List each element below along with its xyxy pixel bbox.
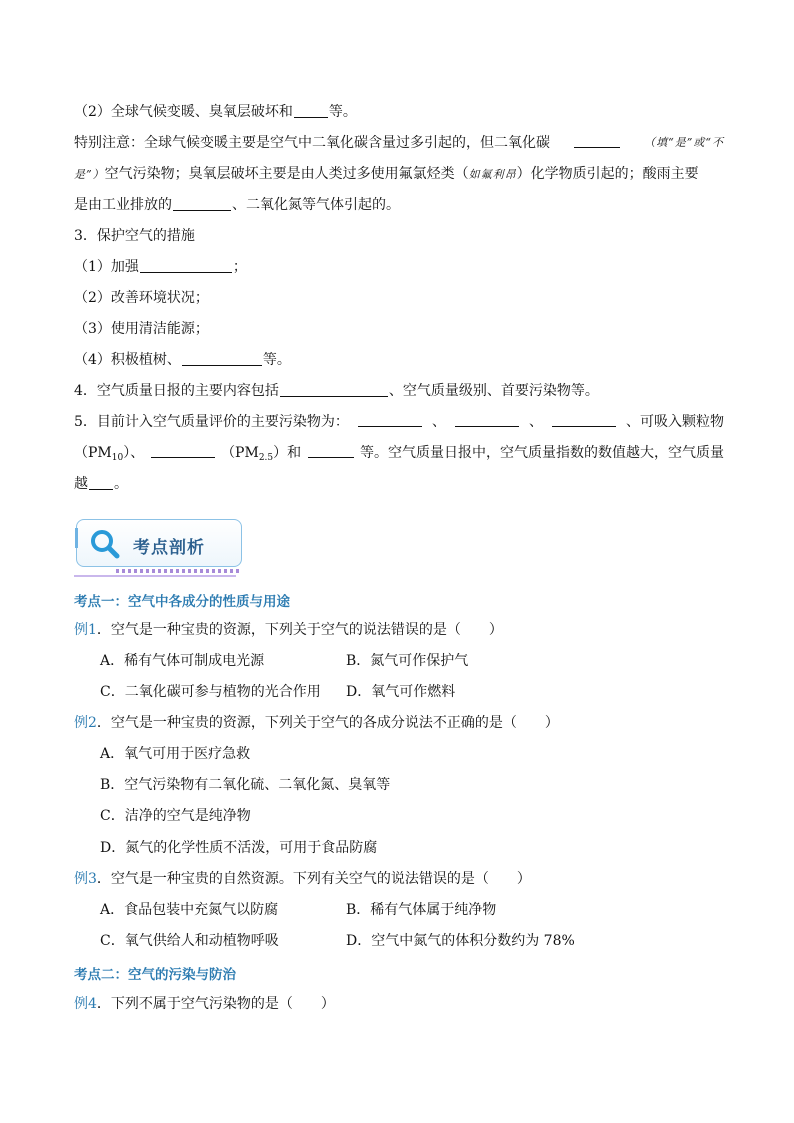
answer-blank[interactable]	[552, 412, 616, 427]
option-c[interactable]: C．洁净的空气是纯净物	[100, 808, 251, 824]
topic-2-title: 考点二：空气的污染与防治	[74, 967, 236, 983]
banner-underline	[74, 575, 236, 577]
section-3-heading: 3．保护空气的措施	[74, 228, 195, 244]
answer-blank[interactable]	[173, 196, 231, 211]
option-b[interactable]: B．氮气可作保护气	[346, 653, 469, 669]
option-a[interactable]: A．氧气可用于医疗急救	[100, 746, 251, 762]
option-c[interactable]: C．二氧化碳可参与植物的光合作用	[100, 684, 321, 700]
measure-2: （2）改善环境状况；	[74, 290, 209, 306]
measure-1: （1）加强 ；	[74, 259, 247, 275]
measure-4: （4）积极植树、 等。	[74, 352, 291, 368]
note-line-1: 特别注意：全球气候变暖主要是空气中二氧化碳含量过多引起的，但二氧化碳 （填“是”或“不	[74, 135, 724, 151]
answer-blank[interactable]	[140, 258, 232, 273]
section-banner	[76, 519, 244, 573]
banner-accent	[75, 528, 78, 548]
option-d[interactable]: D．氮气的化学性质不活泼，可用于食品防腐	[100, 840, 378, 856]
answer-blank[interactable]	[455, 412, 519, 427]
option-d[interactable]: D．氧气可作燃料	[346, 684, 456, 700]
section-5-line-3: 越 。	[74, 476, 128, 492]
option-b[interactable]: B．空气污染物有二氧化硫、二氧化氮、臭氧等	[100, 777, 391, 793]
section-5-line-1: 5．目前计入空气质量评价的主要污染物为： 、 、 、可吸入颗粒物	[74, 414, 724, 430]
option-a[interactable]: A．食品包装中充氮气以防腐	[100, 902, 279, 918]
example-4-stem: 例4．下列不属于空气污染物的是（ ）	[74, 996, 335, 1012]
example-3-options-ab	[100, 900, 750, 920]
answer-blank[interactable]	[574, 133, 620, 148]
item-2-line: （2）全球气候变暖、臭氧层破坏和 等。	[74, 104, 357, 120]
banner-frame	[76, 519, 242, 567]
banner-decor	[116, 569, 240, 573]
note-line-3: 是由工业排放的 、二氧化氮等气体引起的。	[74, 197, 400, 213]
section-5-line-2: $(PM_{10})$、 $(PM_{2.5})$和 等。空气质量日报中，空气质量指数的数值越大，空气质量	[74, 445, 724, 463]
answer-blank[interactable]	[308, 443, 354, 458]
answer-blank[interactable]	[182, 351, 262, 366]
example-3-stem: 例3．空气是一种宝贵的自然资源。下列有关空气的说法错误的是（ ）	[74, 871, 531, 887]
option-c[interactable]: C．氧气供给人和动植物呼吸	[100, 933, 279, 949]
magnifier-icon	[89, 528, 121, 560]
answer-blank[interactable]	[89, 475, 113, 490]
answer-blank[interactable]	[151, 443, 215, 458]
answer-blank[interactable]	[280, 382, 388, 397]
example-3-options-cd	[100, 931, 750, 951]
answer-blank[interactable]	[358, 412, 422, 427]
option-d[interactable]: D．空气中氮气的体积分数约为 78%	[346, 933, 575, 949]
option-a[interactable]: A．稀有气体可制成电光源	[100, 653, 265, 669]
example-2-stem: 例2．空气是一种宝贵的资源，下列关于空气的各成分说法不正确的是（ ）	[74, 715, 559, 731]
example-1-stem: 例1．空气是一种宝贵的资源，下列关于空气的说法错误的是（ ）	[74, 622, 503, 638]
section-4: 4．空气质量日报的主要内容包括 、空气质量级别、首要污染物等。	[74, 383, 599, 399]
topic-1-title: 考点一：空气中各成分的性质与用途	[74, 594, 290, 610]
note-line-2: 是”）空气污染物；臭氧层破坏主要是由人类过多使用氟氯烃类（如氟利昂）化学物质引起的；酸雨主要	[74, 166, 699, 182]
example-1-options-cd	[100, 682, 750, 702]
example-1-options-ab	[100, 651, 750, 671]
option-b[interactable]: B．稀有气体属于纯净物	[346, 902, 497, 918]
answer-blank[interactable]	[294, 103, 328, 118]
measure-3: （3）使用清洁能源；	[74, 321, 209, 337]
banner-title: 考点剖析	[133, 538, 205, 558]
